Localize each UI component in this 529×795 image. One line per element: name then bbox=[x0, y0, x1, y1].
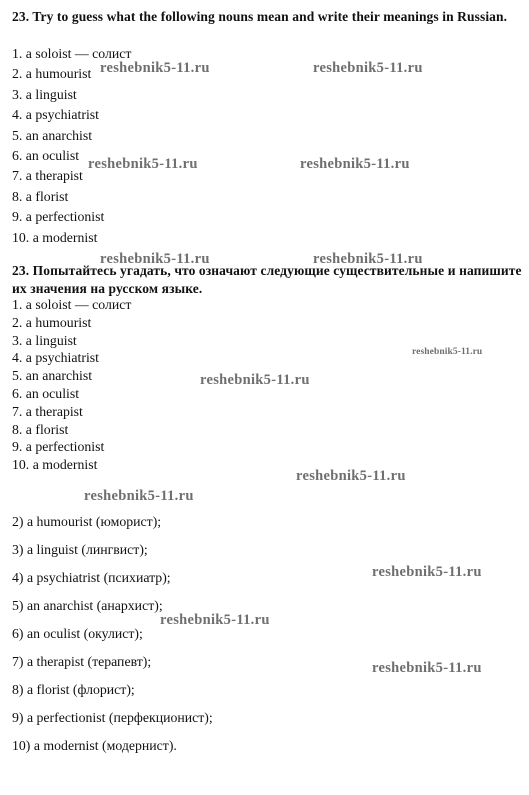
watermark-text: reshebnik5-11.ru bbox=[300, 156, 410, 172]
list-item: 6. an oculist bbox=[12, 147, 80, 163]
answer-item: 2) a humourist (юморист); bbox=[12, 514, 162, 529]
watermark-text: reshebnik5-11.ru bbox=[313, 60, 423, 76]
list-item: 1. a soloist — солист bbox=[12, 297, 132, 312]
answer-item: 6) an oculist (окулист); bbox=[12, 626, 143, 641]
answer-item: 10) a modernist (модернист). bbox=[12, 738, 177, 753]
list-item: 5. an anarchist bbox=[12, 127, 93, 143]
watermark-text: reshebnik5-11.ru bbox=[200, 372, 310, 388]
list-item: 8. a florist bbox=[12, 421, 69, 437]
watermark-text: reshebnik5-11.ru bbox=[296, 468, 406, 484]
exercise-heading-russian: 23. Попытайтесь угадать, что означают следующие существительные и напишите их значения на русском языке. bbox=[12, 263, 522, 296]
list-item: 7. a therapist bbox=[12, 168, 83, 184]
watermark-text: reshebnik5-11.ru bbox=[100, 251, 210, 267]
watermark-text: reshebnik5-11.ru bbox=[88, 156, 198, 172]
watermark-text: reshebnik5-11.ru bbox=[372, 564, 482, 580]
list-item: 2. a humourist bbox=[12, 314, 92, 330]
list-item: 9. a perfectionist bbox=[12, 439, 105, 455]
noun-list-russian-section bbox=[12, 296, 131, 474]
list-item: 1. a soloist — солист bbox=[12, 46, 132, 61]
list-item: 3. a linguist bbox=[12, 86, 77, 102]
answer-item: 3) a linguist (лингвист); bbox=[12, 542, 148, 557]
answer-item: 5) an anarchist (анархист); bbox=[12, 598, 163, 613]
watermark-text: reshebnik5-11.ru bbox=[84, 488, 194, 504]
list-item: 5. an anarchist bbox=[12, 368, 93, 384]
list-item: 8. a florist bbox=[12, 188, 69, 204]
list-item: 9. a perfectionist bbox=[12, 209, 105, 225]
exercise-heading-english: 23. Try to guess what the following nouns mean and write their meanings in Russian. bbox=[12, 9, 508, 24]
watermark-text: reshebnik5-11.ru bbox=[160, 612, 270, 628]
answer-item: 9) a perfectionist (перфекционист); bbox=[12, 710, 213, 725]
watermark-text: reshebnik5-11.ru bbox=[100, 60, 210, 76]
list-item: 3. a linguist bbox=[12, 332, 77, 348]
answer-list bbox=[12, 508, 213, 760]
watermark-text: reshebnik5-11.ru bbox=[372, 660, 482, 676]
list-item: 6. an oculist bbox=[12, 385, 80, 401]
list-item: 10. a modernist bbox=[12, 457, 98, 473]
watermark-text: reshebnik5-11.ru bbox=[313, 251, 423, 267]
list-item: 2. a humourist bbox=[12, 66, 92, 82]
list-item: 4. a psychiatrist bbox=[12, 350, 99, 366]
list-item: 10. a modernist bbox=[12, 229, 98, 245]
list-item: 7. a therapist bbox=[12, 403, 83, 419]
watermark-text: reshebnik5-11.ru bbox=[412, 347, 483, 357]
list-item: 4. a psychiatrist bbox=[12, 107, 99, 123]
answer-item: 8) a florist (флорист); bbox=[12, 682, 135, 697]
answer-item: 7) a therapist (терапевт); bbox=[12, 654, 152, 669]
answer-item: 4) a psychiatrist (психиатр); bbox=[12, 570, 171, 585]
